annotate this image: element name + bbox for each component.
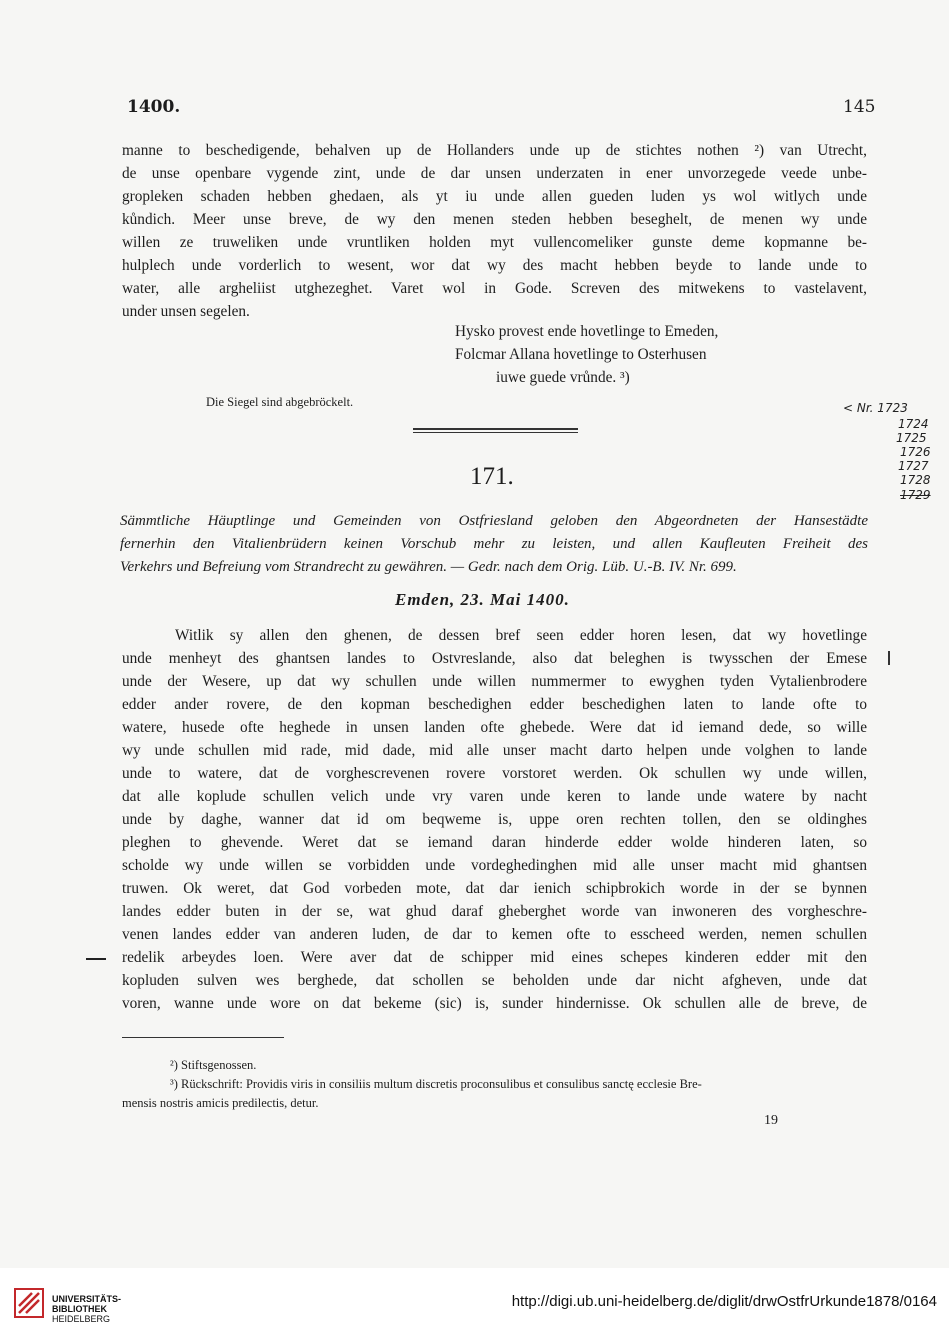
library-name-line: UNIVERSITÄTS- [52, 1294, 122, 1304]
document-number: 171. [470, 463, 514, 490]
body-line: dat alle koplude schullen velich unde vry varen unde keren to lande unde watere by nacht [122, 788, 867, 805]
summary-line: Sämmtliche Häuptlinge und Gemeinden von Ostfriesland geloben den Abgeordneten der Hansestädte [120, 513, 868, 529]
text-line: hulplech unde vorderlich to wesent, wor dat wy des macht hebben beyde to lande unde to [122, 257, 867, 274]
body-line: wy unde schullen mid rade, mid dade, mid alle unser macht darto helpen unde volghen to lande [122, 742, 867, 759]
margin-bracket-mark [888, 651, 890, 665]
library-name-line: BIBLIOTHEK [52, 1304, 107, 1314]
body-line: Witlik sy allen den ghenen, de dessen bref seen edder horen lesen, dat wy hovetlinge [175, 627, 867, 644]
library-logo-icon[interactable] [14, 1288, 44, 1322]
body-line: scholde wy unde willen se vorbidden unde vordeghedinghen mid alle unser macht mid ghantsen [122, 857, 867, 874]
summary-line: Verkehrs und Befreiung vom Strandrecht zu gewähren. — Gedr. nach dem Orig. Lüb. U.-B. IV. Nr. 699. [120, 559, 737, 575]
text-line: gropleken schaden hebben ghedaen, als yt iu unde allen gueden luden ys wol witlych unde [122, 188, 867, 205]
separator-rule [413, 432, 578, 433]
signatory-line: Folcmar Allana hovetlinge to Osterhusen [455, 346, 707, 363]
footnotes [122, 1056, 870, 1113]
text-line: de unse openbare vygende zint, unde de dar unsen underzaten in ener unvorzegede veede unbe- [122, 165, 867, 182]
summary-line: fernerhin den Vitalienbrüdern keinen Vorschub mehr zu leisten, und allen Kaufleuten Freiheit des [120, 536, 868, 552]
body-line: unde der Wesere, up dat wy schullen unde willen nummermer to ewyghen tyden Vytalienbrodere [122, 673, 867, 690]
body-line: truwen. Ok weret, dat God vorbeden mote, dat dar ienich schipbrokich worde in der se bynnen [122, 880, 867, 897]
place-date-heading: Emden, 23. Mai 1400. [395, 590, 570, 609]
body-line: kopluden sulven wes berghede, dat schollen se beholden unde dar nicht afgheven, unde dat [122, 972, 867, 989]
separator-rule [413, 428, 578, 430]
body-line: pleghen to ghevende. Weret dat se iemand daran hinderde edder wolde hinderen laten, so [122, 834, 867, 851]
footnote: ³) Rückschrift: Providis viris in consiliis multum discretis proconsulibus et consulibus sanctę ecclesie Bre- [170, 1077, 702, 1091]
signatory-line: Hysko provest ende hovetlinge to Emeden, [455, 323, 719, 340]
body-line: watere, husede ofte heghede in unsen landen ofte ghebede. Were dat id iemand dede, so wille [122, 719, 867, 736]
marginal-number: 1724 [898, 417, 929, 431]
document-summary [120, 510, 868, 579]
marginal-note: < Nr. 1723 [843, 401, 908, 415]
library-name-line: HEIDELBERG [52, 1314, 111, 1324]
body-line: redelik arbeydes loen. Were aver dat de schipper mid eines schepes kinderen edder mit den [122, 949, 867, 966]
document-body [122, 624, 867, 1015]
seal-note: Die Siegel sind abgebröckelt. [206, 395, 354, 409]
printer-signature-mark: 19 [764, 1113, 778, 1128]
body-line: landes edder buten in der se, wat ghud daraf gheberghet worde van inwoneren des vorgheschre- [122, 903, 867, 920]
signatory-line: iuwe guede vrůnde. ³) [496, 369, 630, 386]
body-line: unde to watere, dat de vorghescrevenen rovere vorstoret werden. Ok schullen wy unde willen, [122, 765, 867, 782]
text-line: manne to beschedigende, behalven up de Hollanders unde up de stichtes nothen ²) van Utrecht, [122, 142, 867, 159]
permalink-url[interactable]: http://digi.ub.uni-heidelberg.de/diglit/drwOstfrUrkunde1878/0164 [511, 1293, 937, 1310]
page-number: 145 [843, 97, 876, 117]
marginal-number: 1725 [896, 431, 927, 445]
previous-letter-text [122, 139, 867, 323]
body-line: edder ander rovere, de den kopman beschedighen edder beschedighen laten to lande ofte to [122, 696, 867, 713]
body-line: unde by daghe, wanner dat id om beqweme is, uppe oren rechten tollen, den se oldinghes [122, 811, 867, 828]
footnote-continuation: mensis nostris amicis predilectis, detur. [122, 1096, 319, 1110]
text-line: willen ze truweliken unde vruntliken holden myt vullencomeliker gunste deme kopmanne be- [122, 234, 867, 251]
library-name [52, 1294, 121, 1324]
running-head-year: 1400. [127, 97, 181, 117]
footnote-rule [122, 1037, 284, 1038]
body-line: voren, wanne unde wore on dat bekeme (sic) is, sunder hindernisse. Ok schullen alle de breve, de [122, 995, 867, 1012]
body-line: venen landes edder van anderen luden, de dar to kemen ofte to esscheed werden, nemen schullen [122, 926, 867, 943]
body-line: unde menheyt des ghantsen landes to Ostvreslande, also dat beleghen is twysschen der Emese [122, 650, 867, 667]
text-line: kůndich. Meer unse breve, de wy den menen steden hebben beseghelt, de menen wy unde [122, 211, 867, 228]
marginal-number: 1727 [898, 459, 929, 473]
text-line: water, alle argheliist utghezeghet. Varet wol in Gode. Screven des mitwekens to vastelavent, [122, 280, 867, 297]
text-line: under unsen segelen. [122, 303, 250, 320]
marginal-number: 1726 [900, 445, 931, 459]
marginal-number: 1728 [900, 473, 931, 487]
margin-dash-mark [86, 958, 106, 960]
footnote: ²) Stiftsgenossen. [170, 1058, 257, 1072]
marginal-number-struck: 1729 [900, 488, 931, 502]
